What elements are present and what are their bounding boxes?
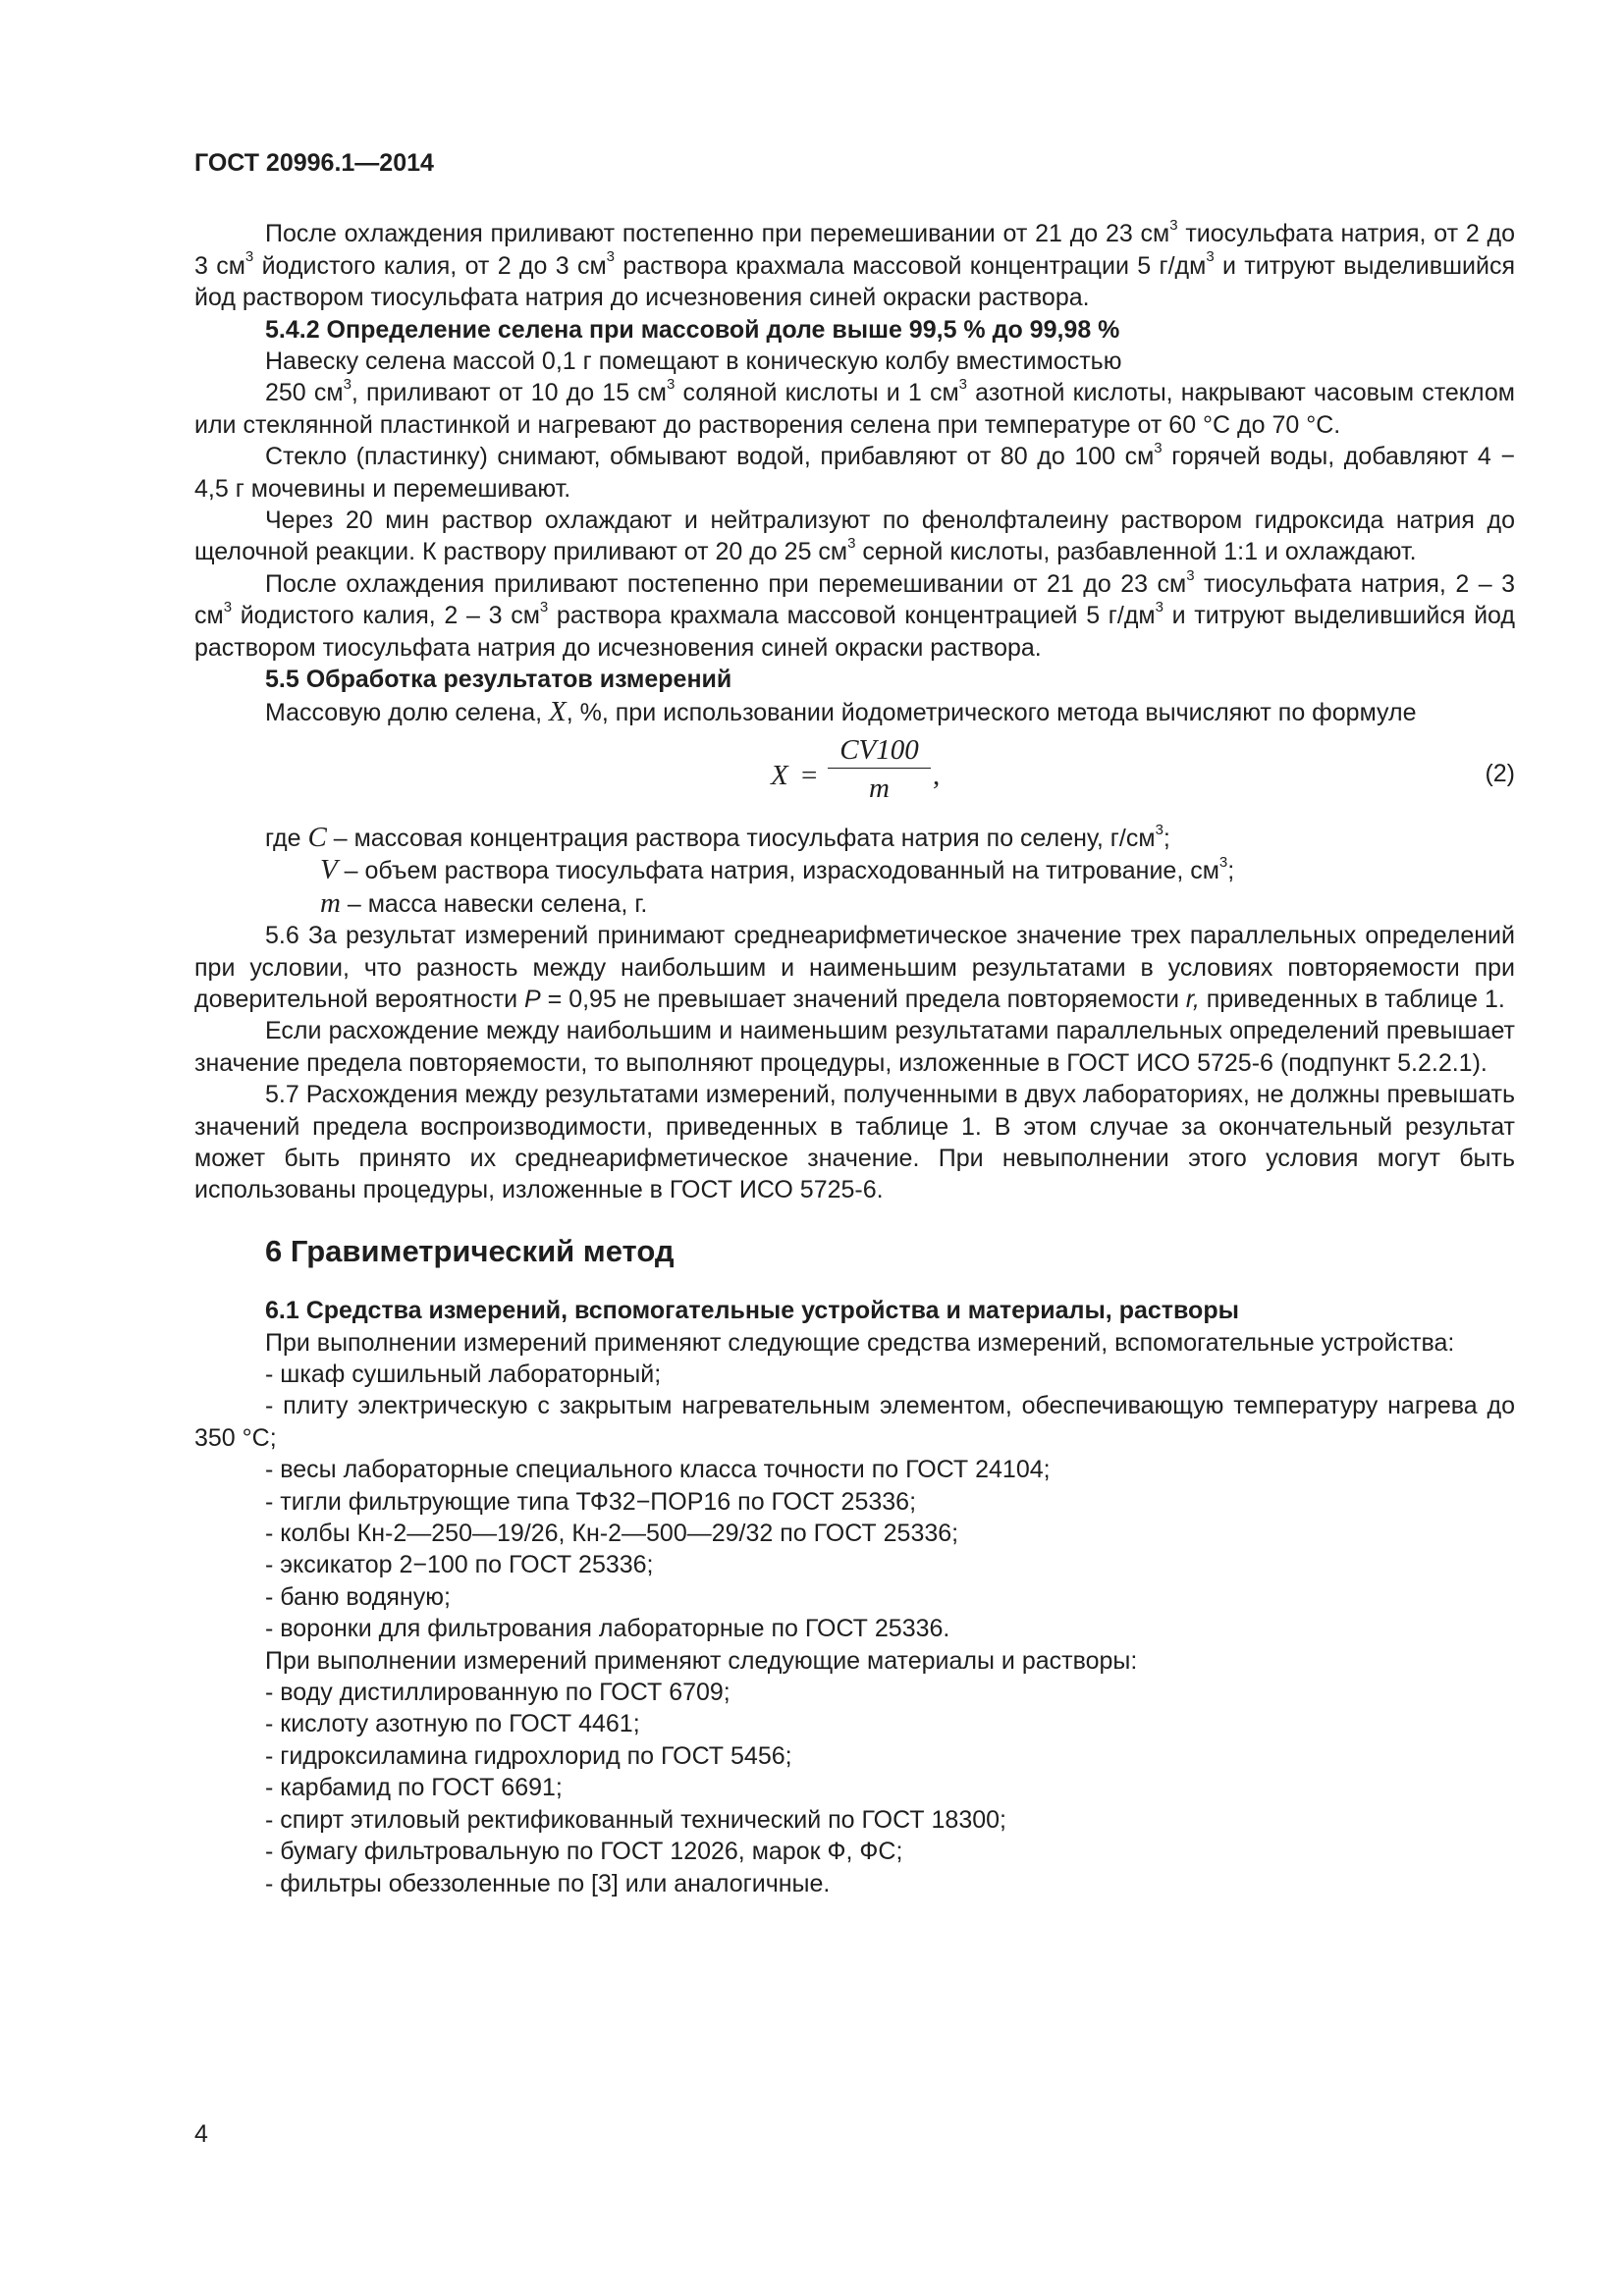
- list-item: - плиту электрическую с закрытым нагревательным элементом, обеспечивающую температуру нагрева до 350 °С;: [194, 1392, 1515, 1452]
- paragraph: Стекло (пластинку) снимают, обмывают водой, прибавляют от 80 до 100 $см^3$ горячей воды, добавляют 4 − 4,5 г мочевины и перемешивают.: [194, 439, 1515, 503]
- formula-numerator: CV100: [828, 734, 931, 769]
- list-item: - тигли фильтрующие типа ТФ32−ПОР16 по ГОСТ 25336;: [265, 1487, 917, 1516]
- section-heading: 6 Гравиметрический метод: [265, 1233, 675, 1268]
- list-item: - бумагу фильтровальную по ГОСТ 12026, марок Ф, ФС;: [265, 1838, 903, 1866]
- paragraph: Навеску селена массой 0,1 г помещают в коническую колбу вместимостью: [265, 347, 1122, 376]
- subsection-heading: 5.5 Обработка результатов измерений: [265, 666, 732, 694]
- where-item: V – объем раствора тиосульфата натрия, израсходованный на титрование, $см^3$;: [320, 853, 1235, 886]
- formula: [194, 734, 1515, 818]
- list-item: - спирт этиловый ректификованный технический по ГОСТ 18300;: [265, 1805, 1006, 1834]
- paragraph: Если расхождение между наибольшим и наименьшим результатами параллельных определений превышает значение предела повторяемости, то выполняют процедуры, изложенные в ГОСТ ИСО 5725-6 (подпункт 5.2.2.1).: [194, 1017, 1515, 1077]
- paragraph: После охлаждения приливают постепенно при перемешивании от 21 до 23 $см^3$ тиосульфата натрия, 2 – 3 $см^3$ йодистого калия, 2 – 3 $см^3$ раствора крахмала массовой концентрацией 5 $г/дм^3$ и титруют выделившийся йод раствором тиосульфата натрия до исчезновения синей окраски раствора.: [194, 566, 1515, 662]
- list-item: - весы лабораторные специального класса точности по ГОСТ 24104;: [265, 1456, 1051, 1484]
- paragraph: Через 20 мин раствор охлаждают и нейтрализуют по фенолфталеину раствором гидроксида натрия до щелочной реакции. К раствору приливают от 20 до 25 $см^3$ серной кислоты, разбавленной 1:1 и охлаждают.: [194, 507, 1515, 566]
- list-item: - колбы Кн-2—250—19/26, Кн-2—500—29/32 по ГОСТ 25336;: [265, 1520, 959, 1548]
- formula-comma: ,: [933, 759, 941, 791]
- paragraph: Массовую долю селена, X, %, при использовании йодометрического метода вычисляют по формуле: [265, 695, 1417, 727]
- page-number: 4: [194, 2120, 208, 2148]
- list-item: - гидроксиламина гидрохлорид по ГОСТ 5456;: [265, 1741, 792, 1770]
- list-item: - воронки для фильтрования лабораторные по ГОСТ 25336.: [265, 1615, 950, 1643]
- document-header: ГОСТ 20996.1—2014: [194, 149, 434, 177]
- list-item: - воду дистиллированную по ГОСТ 6709;: [265, 1679, 730, 1707]
- list-item: - шкаф сушильный лабораторный;: [265, 1361, 662, 1388]
- paragraph: 5.7 Расхождения между результатами измерений, полученными в двух лабораториях, не должны превышать значений предела воспроизводимости, приведенных в таблице 1. В этом случае за окончательный результат может быть принято их среднеарифметическое значение. При невыполнении этого условия могут быть использованы процедуры, изложенные в ГОСТ ИСО 5725-6.: [194, 1081, 1515, 1204]
- list-item: - эксикатор 2−100 по ГОСТ 25336;: [265, 1551, 654, 1579]
- list-item: - баню водяную;: [265, 1582, 451, 1611]
- subsection-heading: 6.1 Средства измерений, вспомогательные устройства и материалы, растворы: [265, 1297, 1239, 1325]
- paragraph: После охлаждения приливают постепенно при перемешивании от 21 до 23 $см^3$ тиосульфата натрия, от 2 до 3 $см^3$ йодистого калия, от 2 до 3 $см^3$ раствора крахмала массовой концентрации 5 $г/дм^3$ и титруют выделившийся йод раствором тиосульфата натрия до исчезновения синей окраски раствора.: [194, 217, 1515, 312]
- paragraph: 5.6 За результат измерений принимают среднеарифметическое значение трех параллельных определений при условии, что разность между наибольшим и наименьшим результатами в условиях повторяемости при доверительной вероятности Р = 0,95 не превышает значений предела повторяемости r, приведенных в таблице 1.: [194, 922, 1515, 1013]
- list-item: - фильтры обеззоленные по [3] или аналогичные.: [265, 1869, 831, 1897]
- where-item: где C – массовая концентрация раствора тиосульфата натрия по селену, $г/см^3$;: [265, 821, 1170, 853]
- paragraph: При выполнении измерений применяют следующие материалы и растворы:: [265, 1646, 1138, 1675]
- formula-number: (2): [1485, 759, 1515, 787]
- formula-fraction: [828, 734, 931, 805]
- formula-denominator: m: [869, 773, 890, 805]
- where-item: m – масса навески селена, г.: [320, 886, 648, 919]
- list-item: - карбамид по ГОСТ 6691;: [265, 1774, 563, 1802]
- paragraph: При выполнении измерений применяют следующие средства измерений, вспомогательные устройства:: [265, 1328, 1455, 1357]
- document-page: [194, 147, 1515, 1899]
- paragraph: 250 $см^3$, приливают от 10 до 15 $см^3$ соляной кислоты и 1 $см^3$ азотной кислоты, накрывают часовым стеклом или стеклянной пластинкой и нагревают до растворения селена при температуре от 60 °С до 70 °С.: [194, 376, 1515, 439]
- list-item: - кислоту азотную по ГОСТ 4461;: [265, 1710, 640, 1738]
- formula-lhs: X: [771, 759, 788, 791]
- subsection-heading: 5.4.2 Определение селена при массовой доле выше 99,5 % до 99,98 %: [265, 315, 1120, 344]
- formula-equals: =: [801, 759, 818, 791]
